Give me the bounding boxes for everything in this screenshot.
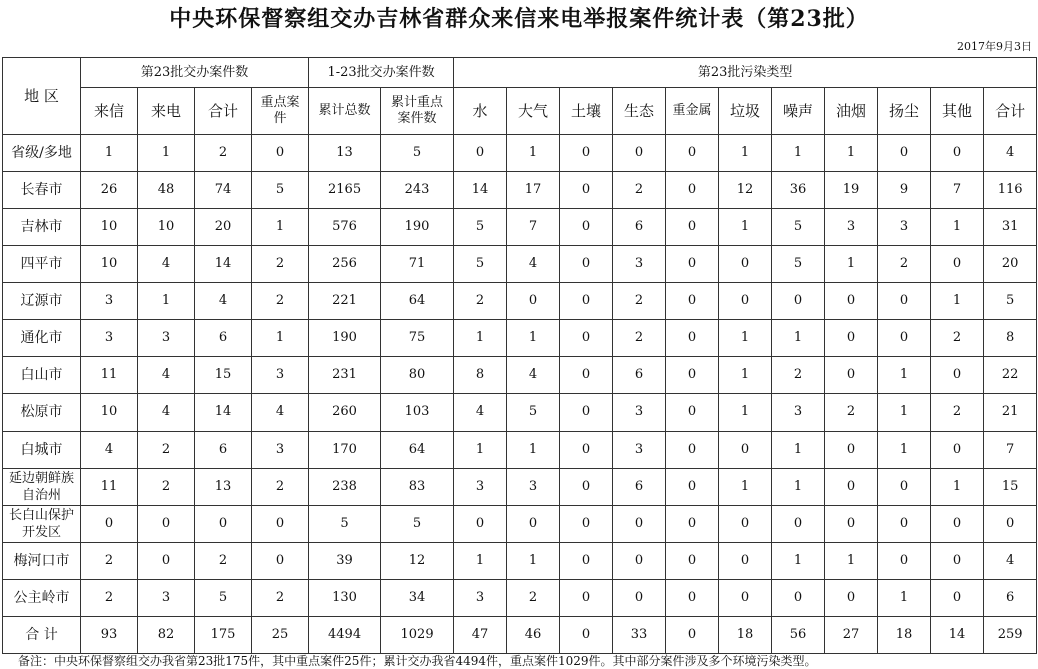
table-cell: 0 (560, 135, 613, 172)
column-header: 重点案件 (252, 88, 309, 135)
table-cell: 130 (309, 579, 381, 616)
table-row (3, 542, 1037, 579)
table-cell: 2 (81, 579, 138, 616)
table-cell: 2 (931, 394, 984, 431)
region-name: 白山市 (3, 357, 81, 394)
table-cell: 1 (507, 135, 560, 172)
table-cell: 1 (719, 135, 772, 172)
table-cell: 20 (195, 209, 252, 246)
table-cell: 1 (878, 431, 931, 468)
table-cell: 6 (195, 320, 252, 357)
table-cell: 31 (984, 209, 1037, 246)
table-cell: 1 (719, 357, 772, 394)
table-cell: 0 (719, 542, 772, 579)
column-header: 来信 (81, 88, 138, 135)
table-cell: 3 (81, 283, 138, 320)
table-cell: 0 (878, 320, 931, 357)
table-cell: 2 (81, 542, 138, 579)
table-cell: 0 (772, 505, 825, 542)
table-cell: 1 (507, 320, 560, 357)
table-cell: 25 (252, 616, 309, 653)
page-title: 中央环保督察组交办吉林省群众来信来电举报案件统计表（第23批） (169, 6, 869, 32)
table-cell: 1 (719, 209, 772, 246)
header-pollution-types: 第23批污染类型 (454, 58, 1037, 88)
table-cell: 82 (138, 616, 195, 653)
table-cell: 34 (381, 579, 454, 616)
table-cell: 5 (772, 209, 825, 246)
column-header: 生态 (613, 88, 666, 135)
table-cell: 0 (931, 579, 984, 616)
table-cell: 0 (560, 209, 613, 246)
column-header: 其他 (931, 88, 984, 135)
table-cell: 6 (613, 209, 666, 246)
table-cell: 14 (931, 616, 984, 653)
table-cell: 6 (613, 357, 666, 394)
table-cell: 0 (931, 542, 984, 579)
table-cell: 0 (931, 431, 984, 468)
column-header: 合计 (984, 88, 1037, 135)
table-cell: 5 (252, 172, 309, 209)
table-cell: 3 (772, 394, 825, 431)
table-cell: 0 (719, 579, 772, 616)
table-cell: 0 (507, 505, 560, 542)
footnote: 备注：中央环保督察组交办我省第23批175件，其中重点案件25件；累计交办我省4494件，重点案件1029件。其中部分案件涉及多个环境污染类型。 (18, 654, 817, 668)
table-cell: 0 (613, 505, 666, 542)
table-cell: 0 (825, 283, 878, 320)
table-cell: 4494 (309, 616, 381, 653)
table-cell: 0 (560, 394, 613, 431)
table-cell: 15 (984, 468, 1037, 505)
table-cell: 17 (507, 172, 560, 209)
table-cell: 2 (252, 246, 309, 283)
region-name: 长春市 (3, 172, 81, 209)
table-cell: 2 (613, 283, 666, 320)
table-cell: 3 (252, 357, 309, 394)
column-header: 油烟 (825, 88, 878, 135)
table-cell: 0 (719, 283, 772, 320)
table-cell: 0 (878, 505, 931, 542)
table-cell: 576 (309, 209, 381, 246)
table-row (3, 283, 1037, 320)
column-header: 累计总数 (309, 88, 381, 135)
table-cell: 4 (138, 246, 195, 283)
table-cell: 0 (666, 283, 719, 320)
table-cell: 4 (454, 394, 507, 431)
table-cell: 221 (309, 283, 381, 320)
table-cell: 2 (931, 320, 984, 357)
table-cell: 10 (138, 209, 195, 246)
table-row (3, 431, 1037, 468)
table-cell: 1 (878, 394, 931, 431)
table-cell: 93 (81, 616, 138, 653)
table-cell: 0 (252, 505, 309, 542)
table-cell: 7 (931, 172, 984, 209)
table-cell: 22 (984, 357, 1037, 394)
table-cell: 1 (252, 209, 309, 246)
table-cell: 4 (138, 357, 195, 394)
table-cell: 0 (666, 616, 719, 653)
table-cell: 2 (454, 283, 507, 320)
table-cell: 3 (454, 579, 507, 616)
table-cell: 2 (252, 579, 309, 616)
table-cell: 243 (381, 172, 454, 209)
statistics-table (2, 57, 1037, 654)
table-cell: 5 (381, 135, 454, 172)
table-cell: 1029 (381, 616, 454, 653)
report-date: 2017年9月3日 (957, 40, 1032, 53)
table-cell: 6 (195, 431, 252, 468)
table-cell: 3 (878, 209, 931, 246)
table-cell: 1 (772, 431, 825, 468)
table-row (3, 172, 1037, 209)
table-cell: 0 (666, 394, 719, 431)
table-cell: 0 (825, 357, 878, 394)
table-cell: 27 (825, 616, 878, 653)
table-cell: 0 (560, 616, 613, 653)
table-cell: 1 (719, 320, 772, 357)
region-name: 省级/多地 (3, 135, 81, 172)
table-cell: 9 (878, 172, 931, 209)
table-cell: 1 (825, 135, 878, 172)
table-cell: 2 (613, 320, 666, 357)
table-cell: 0 (195, 505, 252, 542)
table-row (3, 320, 1037, 357)
table-cell: 0 (825, 431, 878, 468)
table-cell: 3 (613, 431, 666, 468)
table-cell: 0 (719, 246, 772, 283)
table-cell: 1 (454, 542, 507, 579)
table-cell: 0 (878, 283, 931, 320)
table-cell: 1 (507, 542, 560, 579)
table-cell: 0 (931, 135, 984, 172)
table-cell: 33 (613, 616, 666, 653)
table-cell: 2 (252, 468, 309, 505)
table-cell: 2 (195, 135, 252, 172)
table-cell: 4 (984, 542, 1037, 579)
table-cell: 3 (138, 320, 195, 357)
table-cell: 8 (454, 357, 507, 394)
table-cell: 8 (984, 320, 1037, 357)
region-name: 延边朝鲜族自治州 (3, 468, 81, 505)
table-cell: 1 (878, 357, 931, 394)
table-cell: 5 (195, 579, 252, 616)
table-cell: 2 (195, 542, 252, 579)
table-cell: 4 (195, 283, 252, 320)
table-cell: 0 (138, 542, 195, 579)
table-cell: 0 (825, 505, 878, 542)
table-cell: 1 (138, 135, 195, 172)
table-cell: 2 (138, 468, 195, 505)
table-cell: 0 (613, 135, 666, 172)
table-cell: 36 (772, 172, 825, 209)
table-cell: 0 (878, 135, 931, 172)
table-cell: 1 (454, 320, 507, 357)
table-cell: 80 (381, 357, 454, 394)
table-cell: 0 (454, 135, 507, 172)
table-cell: 2 (507, 579, 560, 616)
table-cell: 0 (666, 431, 719, 468)
table-cell: 14 (195, 246, 252, 283)
table-cell: 116 (984, 172, 1037, 209)
table-cell: 0 (666, 320, 719, 357)
table-cell: 1 (719, 468, 772, 505)
region-name: 吉林市 (3, 209, 81, 246)
column-header: 土壤 (560, 88, 613, 135)
total-label: 合 计 (3, 616, 81, 653)
table-cell: 1 (719, 394, 772, 431)
table-cell: 238 (309, 468, 381, 505)
region-name: 辽源市 (3, 283, 81, 320)
table-cell: 1 (931, 209, 984, 246)
table-cell: 5 (772, 246, 825, 283)
table-cell: 0 (825, 468, 878, 505)
table-cell: 26 (81, 172, 138, 209)
table-cell: 0 (825, 579, 878, 616)
table-cell: 2 (825, 394, 878, 431)
table-cell: 4 (507, 357, 560, 394)
table-cell: 0 (931, 357, 984, 394)
table-cell: 2165 (309, 172, 381, 209)
column-header: 重金属 (666, 88, 719, 135)
table-row (3, 468, 1037, 505)
table-cell: 39 (309, 542, 381, 579)
table-cell: 0 (719, 505, 772, 542)
table-cell: 0 (666, 505, 719, 542)
table-cell: 20 (984, 246, 1037, 283)
table-cell: 4 (507, 246, 560, 283)
table-cell: 5 (454, 246, 507, 283)
table-cell: 74 (195, 172, 252, 209)
table-cell: 0 (931, 505, 984, 542)
table-cell: 0 (560, 431, 613, 468)
table-cell: 11 (81, 357, 138, 394)
region-name: 四平市 (3, 246, 81, 283)
table-cell: 0 (825, 320, 878, 357)
column-header: 噪声 (772, 88, 825, 135)
table-cell: 0 (666, 172, 719, 209)
table-cell: 6 (613, 468, 666, 505)
table-cell: 2 (252, 283, 309, 320)
table-cell: 1 (454, 431, 507, 468)
table-cell: 259 (984, 616, 1037, 653)
table-cell: 3 (252, 431, 309, 468)
column-header: 合计 (195, 88, 252, 135)
table-cell: 2 (138, 431, 195, 468)
table-cell: 0 (984, 505, 1037, 542)
table-cell: 0 (252, 542, 309, 579)
table-cell: 0 (138, 505, 195, 542)
table-cell: 1 (507, 431, 560, 468)
table-cell: 3 (81, 320, 138, 357)
table-cell: 1 (772, 468, 825, 505)
table-cell: 14 (195, 394, 252, 431)
table-cell: 2 (772, 357, 825, 394)
table-cell: 0 (613, 542, 666, 579)
table-cell: 0 (666, 468, 719, 505)
table-cell: 13 (309, 135, 381, 172)
table-cell: 0 (560, 283, 613, 320)
header-region: 地 区 (3, 58, 81, 135)
table-cell: 3 (613, 246, 666, 283)
table-cell: 231 (309, 357, 381, 394)
table-cell: 5 (309, 505, 381, 542)
table-cell: 3 (613, 394, 666, 431)
table-cell: 1 (878, 579, 931, 616)
region-name: 长白山保护开发区 (3, 505, 81, 542)
column-header: 来电 (138, 88, 195, 135)
table-cell: 1 (252, 320, 309, 357)
table-cell: 0 (560, 579, 613, 616)
table-cell: 1 (138, 283, 195, 320)
table-cell: 256 (309, 246, 381, 283)
table-cell: 7 (507, 209, 560, 246)
table-cell: 0 (666, 209, 719, 246)
table-row (3, 505, 1037, 542)
table-cell: 1 (772, 135, 825, 172)
table-row (3, 357, 1037, 394)
table-cell: 21 (984, 394, 1037, 431)
table-cell: 46 (507, 616, 560, 653)
table-cell: 0 (878, 468, 931, 505)
table-cell: 18 (719, 616, 772, 653)
region-name: 白城市 (3, 431, 81, 468)
table-cell: 0 (878, 542, 931, 579)
table-cell: 1 (772, 320, 825, 357)
table-cell: 3 (138, 579, 195, 616)
table-cell: 12 (381, 542, 454, 579)
table-cell: 0 (666, 579, 719, 616)
table-cell: 0 (560, 320, 613, 357)
table-row (3, 579, 1037, 616)
table-cell: 75 (381, 320, 454, 357)
table-cell: 3 (507, 468, 560, 505)
table-cell: 0 (560, 357, 613, 394)
table-cell: 19 (825, 172, 878, 209)
table-cell: 12 (719, 172, 772, 209)
table-cell: 0 (560, 246, 613, 283)
column-header: 垃圾 (719, 88, 772, 135)
table-cell: 175 (195, 616, 252, 653)
region-name: 梅河口市 (3, 542, 81, 579)
table-cell: 10 (81, 246, 138, 283)
column-header: 水 (454, 88, 507, 135)
table-cell: 48 (138, 172, 195, 209)
table-cell: 2 (613, 172, 666, 209)
column-header: 大气 (507, 88, 560, 135)
table-cell: 0 (454, 505, 507, 542)
table-cell: 0 (560, 505, 613, 542)
table-cell: 0 (560, 542, 613, 579)
table-cell: 260 (309, 394, 381, 431)
table-cell: 0 (931, 246, 984, 283)
table-cell: 0 (666, 357, 719, 394)
table-cell: 5 (454, 209, 507, 246)
table-cell: 0 (560, 468, 613, 505)
table-cell: 6 (984, 579, 1037, 616)
table-cell: 0 (666, 542, 719, 579)
table-cell: 0 (81, 505, 138, 542)
table-cell: 64 (381, 431, 454, 468)
table-cell: 71 (381, 246, 454, 283)
total-row (3, 616, 1037, 653)
table-cell: 190 (381, 209, 454, 246)
table-cell: 1 (81, 135, 138, 172)
table-cell: 64 (381, 283, 454, 320)
table-cell: 1 (825, 542, 878, 579)
table-row (3, 394, 1037, 431)
table-cell: 15 (195, 357, 252, 394)
table-cell: 5 (507, 394, 560, 431)
table-cell: 3 (454, 468, 507, 505)
region-name: 通化市 (3, 320, 81, 357)
table-cell: 7 (984, 431, 1037, 468)
table-row (3, 135, 1037, 172)
table-cell: 5 (984, 283, 1037, 320)
table-cell: 4 (138, 394, 195, 431)
column-header: 扬尘 (878, 88, 931, 135)
table-cell: 1 (825, 246, 878, 283)
table-cell: 3 (825, 209, 878, 246)
table-cell: 0 (772, 283, 825, 320)
table-row (3, 246, 1037, 283)
table-cell: 10 (81, 209, 138, 246)
table-cell: 1 (931, 283, 984, 320)
header-batch23: 第23批交办案件数 (81, 58, 309, 88)
region-name: 松原市 (3, 394, 81, 431)
table-cell: 0 (719, 431, 772, 468)
table-cell: 14 (454, 172, 507, 209)
table-cell: 5 (381, 505, 454, 542)
table-cell: 2 (878, 246, 931, 283)
table-cell: 4 (81, 431, 138, 468)
table-cell: 0 (252, 135, 309, 172)
header-cumulative: 1-23批交办案件数 (309, 58, 454, 88)
column-header: 累计重点案件数 (381, 88, 454, 135)
table-cell: 0 (560, 172, 613, 209)
table-cell: 4 (252, 394, 309, 431)
table-cell: 10 (81, 394, 138, 431)
table-cell: 1 (772, 542, 825, 579)
table-cell: 47 (454, 616, 507, 653)
table-cell: 0 (507, 283, 560, 320)
table-cell: 1 (931, 468, 984, 505)
table-cell: 83 (381, 468, 454, 505)
table-cell: 0 (666, 246, 719, 283)
table-cell: 103 (381, 394, 454, 431)
table-cell: 0 (772, 579, 825, 616)
table-row (3, 209, 1037, 246)
table-cell: 0 (666, 135, 719, 172)
region-name: 公主岭市 (3, 579, 81, 616)
table-cell: 56 (772, 616, 825, 653)
table-cell: 18 (878, 616, 931, 653)
table-cell: 4 (984, 135, 1037, 172)
table-cell: 190 (309, 320, 381, 357)
table-cell: 170 (309, 431, 381, 468)
table-cell: 11 (81, 468, 138, 505)
table-cell: 0 (613, 579, 666, 616)
table-cell: 13 (195, 468, 252, 505)
